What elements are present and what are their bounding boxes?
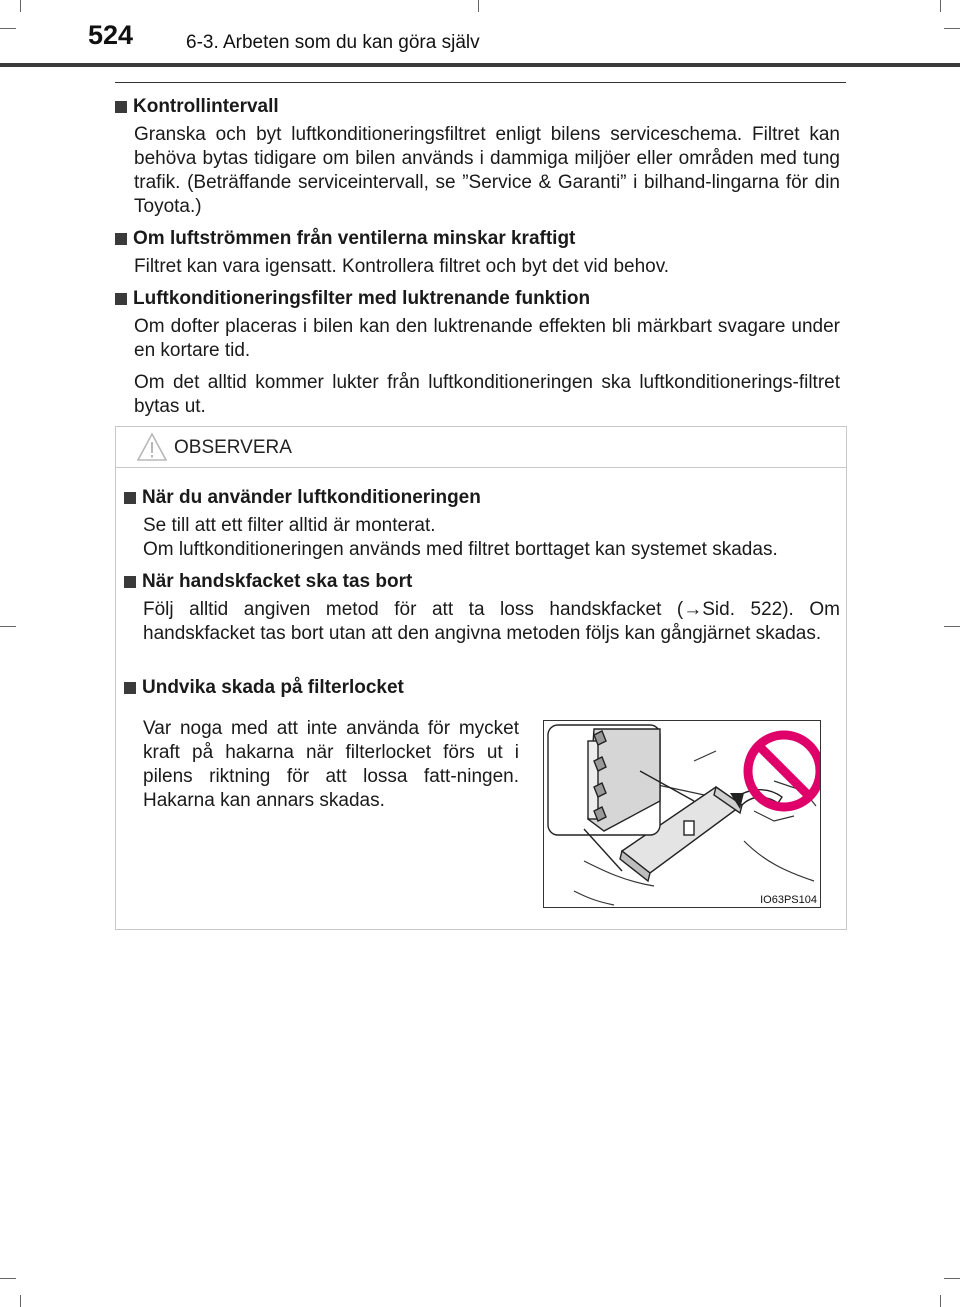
section-heading [115, 286, 840, 312]
paragraph: Om det alltid kommer lukter från luftkonditioneringen ska luftkonditionerings-filtret bytas ut. [134, 372, 840, 417]
crop-mark [944, 626, 960, 627]
square-bullet-icon [124, 682, 136, 694]
square-bullet-icon [115, 293, 127, 305]
crop-mark [478, 0, 479, 12]
paragraph: Om dofter placeras i bilen kan den luktrenande effekten bli märkbart svagare under en kortare tid. [134, 316, 840, 361]
section-body [134, 315, 840, 419]
notice-label: OBSERVERA [174, 437, 292, 458]
square-bullet-icon [124, 576, 136, 588]
paragraph: Om luftkonditioneringen används med filtret borttaget kan systemet skadas. [143, 539, 778, 560]
filter-cover-text: Var noga med att inte använda för mycket kraft på hakarna när filterlocket förs ut i pilens riktning för att lossa fatt-ningen. Hakarna kan annars skadas. [143, 718, 519, 811]
section-luktrenande-filter [115, 286, 840, 427]
crop-mark [940, 1295, 941, 1307]
notice-header [116, 427, 846, 468]
crop-mark [20, 1295, 21, 1307]
notice-box [115, 426, 847, 930]
section-body [134, 123, 840, 219]
warning-triangle-icon [136, 431, 168, 463]
section-luftstrommen [115, 226, 840, 287]
section-body [143, 514, 840, 562]
filter-cover-figure [543, 720, 821, 908]
crop-mark [20, 0, 21, 12]
square-bullet-icon [115, 101, 127, 113]
section-kontrollintervall [115, 94, 840, 227]
paragraph: Se till att ett filter alltid är monterat. [143, 515, 436, 536]
paragraph: Följ alltid angiven metod för att ta loss handskfacket (→Sid. 522). Om handskfacket tas bort utan att den angivna metoden följs kan gångjärnet skadas. [143, 599, 840, 644]
crop-mark [940, 0, 941, 12]
notice-section-ac-use [124, 485, 840, 562]
notice-section-glovebox [124, 569, 840, 646]
content-rule [115, 82, 846, 83]
figure-label: IO63PS104 [760, 894, 817, 906]
page-number: 524 [88, 20, 134, 50]
section-heading-text: Om luftströmmen från ventilerna minskar kraftigt [133, 228, 576, 249]
section-heading [124, 569, 840, 595]
crop-mark [0, 28, 16, 29]
section-body [134, 255, 840, 279]
section-body [143, 598, 840, 646]
filter-cover-illustration [544, 721, 820, 907]
section-heading [124, 675, 840, 701]
section-heading-text: När du använder luftkonditioneringen [142, 487, 481, 508]
section-heading [115, 226, 840, 252]
crop-mark [944, 28, 960, 29]
crop-mark [0, 1278, 16, 1279]
section-heading [115, 94, 840, 120]
paragraph: Filtret kan vara igensatt. Kontrollera filtret och byt det vid behov. [134, 256, 670, 277]
section-title: 6-3. Arbeten som du kan göra själv [186, 32, 480, 53]
square-bullet-icon [115, 233, 127, 245]
notice-section-filter-cover [124, 675, 840, 701]
crop-mark [0, 626, 16, 627]
paragraph: Granska och byt luftkonditioneringsfiltret enligt bilens serviceschema. Filtret kan behöva bytas tidigare om bilen används i dammiga miljöer eller områden med tung trafik. (Beträffande serviceintervall, se ”Service & Garanti” i bilhand-lingarna för din Toyota.) [134, 124, 840, 217]
crop-mark [944, 1278, 960, 1279]
prohibited-icon [748, 735, 820, 807]
section-heading [124, 485, 840, 511]
square-bullet-icon [124, 492, 136, 504]
section-heading-text: När handskfacket ska tas bort [142, 571, 413, 592]
header-rule [0, 63, 960, 67]
section-heading-text: Kontrollintervall [133, 96, 279, 117]
section-heading-text: Undvika skada på filterlocket [142, 677, 404, 698]
section-heading-text: Luftkonditioneringsfilter med luktrenande funktion [133, 288, 591, 309]
